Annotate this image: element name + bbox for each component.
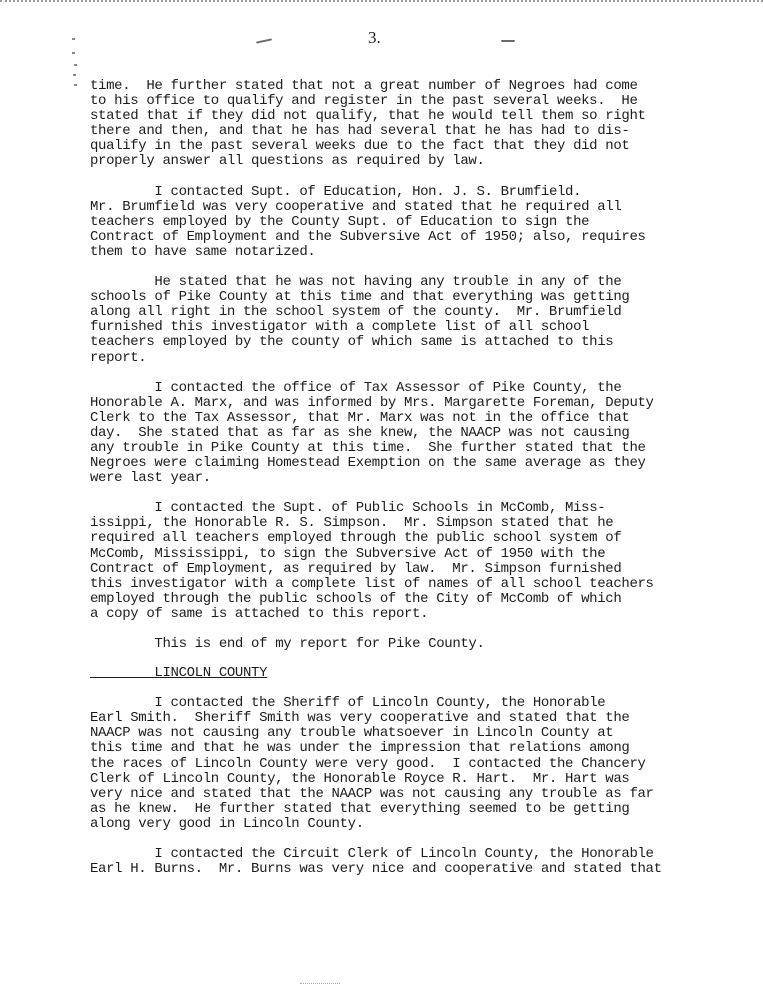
section-heading-lincoln: LINCOLN COUNTY (90, 665, 268, 682)
page-number: 3. (368, 28, 381, 47)
paragraph-qualification: time. He further stated that not a great number of Negroes had come to his office to qualify and register in the past several weeks. He stated that if they did not qualify, that he would tell them so right there and then, and that he has had several that he has had to dis- qualify in the past several weeks due to the fact that they did not properly answer all questions as required by law. (90, 78, 646, 170)
paragraph-circuit-clerk: I contacted the Circuit Clerk of Lincoln County, the Honorable Earl H. Burns. Mr. Burns was very nice and cooperative and stated that (90, 846, 662, 878)
report-body (90, 79, 740, 892)
paragraph-pike-end: This is end of my report for Pike County. (90, 636, 485, 652)
margin-marks (70, 38, 82, 88)
scan-edge (0, 0, 763, 6)
scan-footer-mark (300, 983, 340, 986)
paragraph-sheriff: I contacted the Sheriff of Lincoln County, the Honorable Earl Smith. Sheriff Smith was very cooperative and stated that the NAACP was not causing any trouble whatsoever in Lincoln County at this time and that he was under the impression that relations among the races of Lincoln County were very good. I contacted the Chancery Clerk of Lincoln County, the Honorable Royce R. Hart. Mr. Hart was very nice and stated that the NAACP was not causing any trouble as far as he knew. He further stated that everything seemed to be getting along very good in Lincoln County. (90, 695, 654, 832)
pencil-mark-left (256, 38, 272, 43)
paragraph-brumfield: I contacted Supt. of Education, Hon. J. S. Brumfield. Mr. Brumfield was very cooperative and stated that he required all teachers employed by the County Supt. of Education to sign the Contract of Employment and the Subversive Act of 1950; also, requires them to have same notarized. (90, 183, 646, 260)
paragraph-tax-assessor: I contacted the office of Tax Assessor of Pike County, the Honorable A. Marx, and was informed by Mrs. Margarette Foreman, Deputy Clerk to the Tax Assessor, that Mr. Marx was not in the office that day. She stated that as far as she knew, the NAACP was not causing any trouble in Pike County at this time. She further stated that the Negroes were claiming Homestead Exemption on the same average as they were last year. (90, 379, 654, 487)
paragraph-pike-schools: He stated that he was not having any trouble in any of the schools of Pike County at this time and that everything was getting along all right in the school system of the county. Mr. Brumfield furnished this investigator with a complete list of all school teachers employed by the county of which same is attached to this report. (90, 274, 630, 366)
pencil-mark-right (501, 40, 515, 42)
paragraph-simpson: I contacted the Supt. of Public Schools in McComb, Miss- issippi, the Honorable R. S. Simpson. Mr. Simpson stated that he required all teachers employed through the public school system of McComb, Mississippi, to sign the Subversive Act of 1950 with the Contract of Employment, as required by law. Mr. Simpson furnished this investigator with a complete list of names of all school teachers employed through the public schools of the City of McComb of which a copy of same is attached to this report. (90, 500, 654, 622)
